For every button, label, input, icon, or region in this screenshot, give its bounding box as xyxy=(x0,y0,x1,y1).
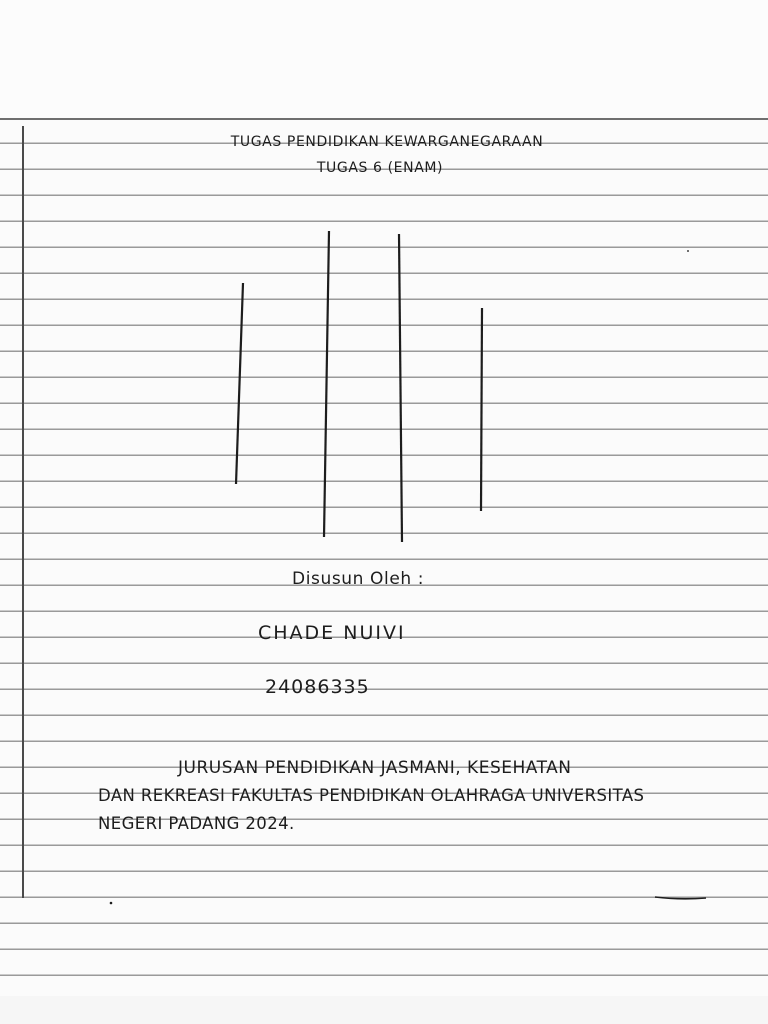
institution-line-2: DAN REKREASI FAKULTAS PENDIDIKAN OLAHRAGA UNIVERSITAS xyxy=(98,786,645,805)
vertical-stroke-4 xyxy=(481,308,482,511)
assignment-title: TUGAS PENDIDIKAN KEWARGANEGARAAN xyxy=(230,134,544,150)
institution-line-1: JURUSAN PENDIDIKAN JASMANI, KESEHATAN xyxy=(178,758,572,778)
pen-stroke-mark xyxy=(655,897,706,899)
assignment-subtitle: TUGAS 6 (ENAM) xyxy=(316,160,444,176)
institution-line-3: NEGERI PADANG 2024. xyxy=(98,814,295,833)
student-name: CHADE NUIVI xyxy=(258,622,406,644)
vertical-stroke-2 xyxy=(324,231,329,537)
prepared-by-label: Disusun Oleh : xyxy=(292,569,425,589)
ink-speck xyxy=(687,250,689,252)
vertical-stroke-3 xyxy=(399,234,402,542)
vertical-stroke-1 xyxy=(236,283,243,484)
ink-dot xyxy=(110,902,113,905)
student-id: 24086335 xyxy=(265,676,370,698)
